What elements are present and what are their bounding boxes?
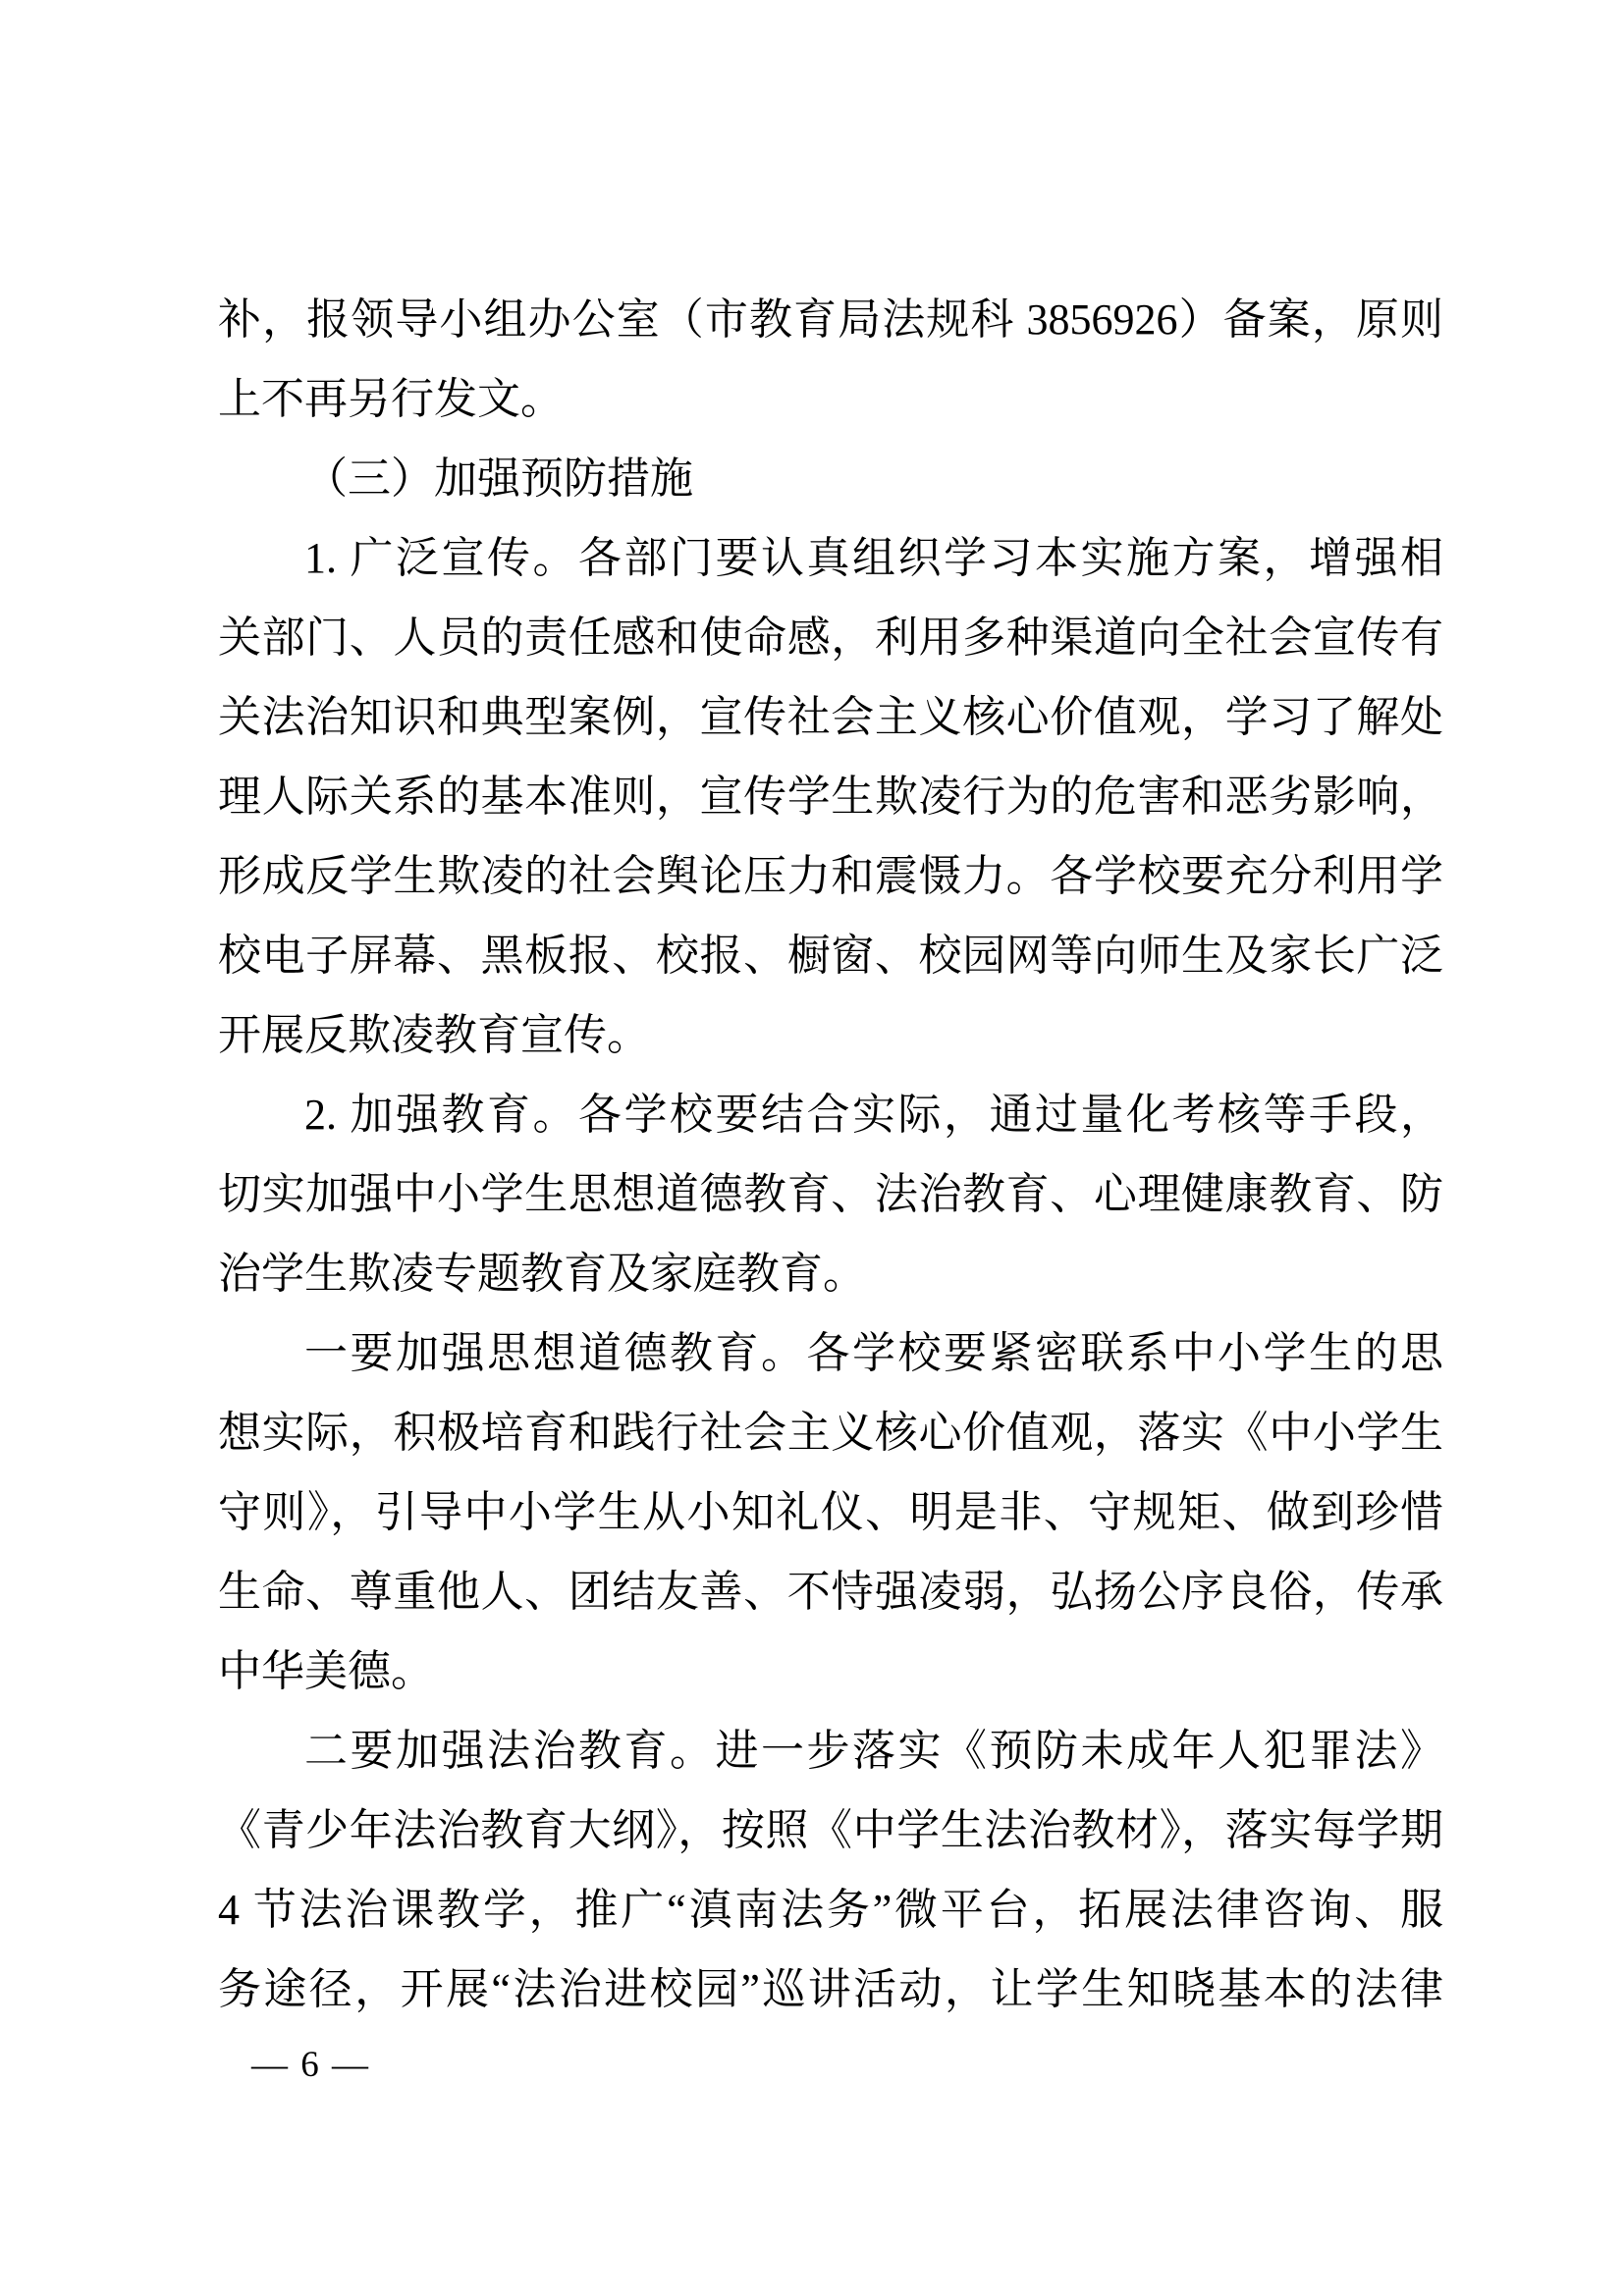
document-line: 开展反欺凌教育宣传。 [218,1011,650,1059]
document-line: 补，报领导小组办公室（市教育局法规科 3856926）备案，原则 [218,295,1443,344]
document-line: 务途径，开展“法治进校园”巡讲活动，让学生知晓基本的法律 [218,1965,1443,2013]
document-line: 关法治知识和典型案例，宣传社会主义核心价值观，学习了解处 [218,693,1443,741]
document-line: 4 节法治课教学，推广“滇南法务”微平台，拓展法律咨询、服 [218,1886,1443,1934]
document-line: 形成反学生欺凌的社会舆论压力和震慑力。各学校要充分利用学 [218,852,1443,900]
document-line: 中华美德。 [218,1647,434,1695]
document-line: 治学生欺凌专题教育及家庭教育。 [218,1250,866,1298]
document-line: 守则》，引导中小学生从小知礼仪、明是非、守规矩、做到珍惜 [218,1488,1443,1536]
document-line: 《青少年法治教育大纲》，按照《中学生法治教材》，落实每学期 [218,1806,1443,1854]
document-line: 1. 广泛宣传。各部门要认真组织学习本实施方案，增强相 [304,534,1443,582]
document-line: 一要加强思想道德教育。各学校要紧密联系中小学生的思 [304,1329,1443,1377]
document-line: 理人际关系的基本准则，宣传学生欺凌行为的危害和恶劣影响， [218,773,1443,821]
document-line: 关部门、人员的责任感和使命感，利用多种渠道向全社会宣传有 [218,614,1443,662]
document-line: 想实际，积极培育和践行社会主义核心价值观，落实《中小学生 [218,1409,1443,1457]
document-line: 校电子屏幕、黑板报、校报、橱窗、校园网等向师生及家长广泛 [218,932,1443,980]
document-line: 上不再另行发文。 [218,375,564,423]
document-line: 生命、尊重他人、团结友善、不恃强凌弱，弘扬公序良俗，传承 [218,1568,1443,1616]
document-body [218,280,1443,2029]
page-number: — 6 — [251,2045,370,2085]
document-line: （三）加强预防措施 [304,454,693,503]
document-line: 切实加强中小学生思想道德教育、法治教育、心理健康教育、防 [218,1170,1443,1218]
document-line: 2. 加强教育。各学校要结合实际，通过量化考核等手段， [304,1091,1443,1139]
document-line: 二要加强法治教育。进一步落实《预防未成年人犯罪法》 [304,1727,1443,1775]
